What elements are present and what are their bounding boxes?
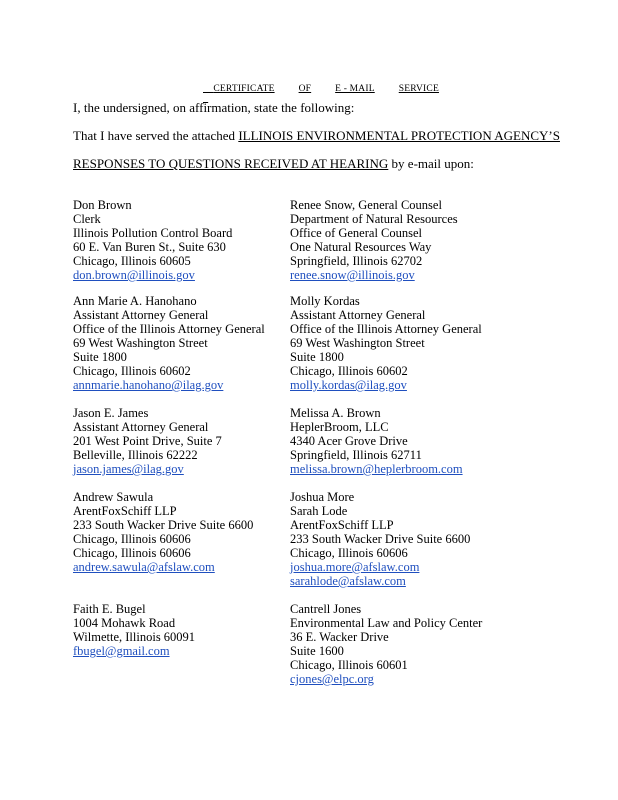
service-entry (290, 490, 470, 588)
service-entry (73, 602, 195, 658)
address-line: Office of the Illinois Attorney General (290, 322, 482, 336)
address-line: Chicago, Illinois 60606 (73, 546, 191, 560)
served-line-2 (73, 156, 474, 172)
address-line: 60 E. Van Buren St., Suite 630 (73, 240, 226, 254)
address-line: Chicago, Illinois 60606 (290, 546, 408, 560)
address-line: Office of the Illinois Attorney General (73, 322, 265, 336)
address-line: 1004 Mohawk Road (73, 616, 176, 630)
service-entry (290, 602, 482, 686)
address-line: 69 West Washington Street (73, 336, 208, 350)
address-line: Chicago, Illinois 60602 (290, 364, 408, 378)
address-line: Chicago, Illinois 60605 (73, 254, 191, 268)
recipient-name: Andrew Sawula (73, 490, 154, 504)
address-line: Wilmette, Illinois 60091 (73, 630, 196, 644)
recipient-name: Don Brown (73, 198, 132, 212)
address-line: One Natural Resources Way (290, 240, 432, 254)
address-line: Clerk (73, 212, 101, 226)
service-entry (290, 198, 458, 282)
address-line: 36 E. Wacker Drive (290, 630, 389, 644)
email-link[interactable]: renee.snow@illinois.gov (290, 268, 415, 282)
recipient-name: Ann Marie A. Hanohano (73, 294, 197, 308)
recipient-name: Melissa A. Brown (290, 406, 381, 420)
address-line: Chicago, Illinois 60606 (73, 532, 191, 546)
address-line: ArentFoxSchiff LLP (290, 518, 394, 532)
address-line: HeplerBroom, LLC (290, 420, 389, 434)
address-line: Belleville, Illinois 62222 (73, 448, 198, 462)
title-word: E - MAIL (335, 84, 375, 94)
email-link[interactable]: annmarie.hanohano@ilag.gov (73, 378, 224, 392)
address-line: 4340 Acer Grove Drive (290, 434, 408, 448)
address-line: Assistant Attorney General (73, 308, 209, 322)
recipient-name: Faith E. Bugel (73, 602, 146, 616)
service-entry (73, 490, 253, 574)
address-line: Springfield, Illinois 62702 (290, 254, 423, 268)
address-line: Illinois Pollution Control Board (73, 226, 233, 240)
document-title-line1: ILLINOIS ENVIRONMENTAL PROTECTION AGENCY’S (238, 128, 560, 143)
title-word: OF (298, 84, 312, 94)
address-line: Chicago, Illinois 60601 (290, 658, 408, 672)
email-link[interactable]: cjones@elpc.org (290, 672, 374, 686)
email-link[interactable]: joshua.more@afslaw.com (290, 560, 420, 574)
service-entry (73, 198, 232, 282)
address-line: ArentFoxSchiff LLP (73, 504, 177, 518)
address-line: Suite 1800 (73, 350, 127, 364)
service-entry (290, 294, 482, 392)
recipient-name: Renee Snow, General Counsel (290, 198, 442, 212)
email-link[interactable]: fbugel@gmail.com (73, 644, 170, 658)
document-title-line2: RESPONSES TO QUESTIONS RECEIVED AT HEARING (73, 156, 389, 171)
address-line: Suite 1600 (290, 644, 344, 658)
intro-statement: I, the undersigned, on affirmation, state the following: (73, 100, 355, 115)
title-word: CERTIFICATE (213, 84, 275, 94)
address-line: 233 South Wacker Drive Suite 6600 (73, 518, 254, 532)
email-link[interactable]: jason.james@ilag.gov (73, 462, 184, 476)
served-line (73, 128, 560, 144)
address-line: Sarah Lode (290, 504, 348, 518)
service-entry (290, 406, 463, 476)
address-line: Assistant Attorney General (73, 420, 209, 434)
title-word: SERVICE (398, 84, 439, 94)
service-entry (73, 294, 265, 392)
address-line: Assistant Attorney General (290, 308, 426, 322)
email-link[interactable]: sarahlode@afslaw.com (290, 574, 406, 588)
service-entry (73, 406, 222, 476)
address-line: 69 West Washington Street (290, 336, 425, 350)
email-link[interactable]: melissa.brown@heplerbroom.com (290, 462, 463, 476)
address-line: Environmental Law and Policy Center (290, 616, 483, 630)
address-line: 233 South Wacker Drive Suite 6600 (290, 532, 471, 546)
address-line: Office of General Counsel (290, 226, 423, 240)
email-link[interactable]: molly.kordas@ilag.gov (290, 378, 407, 392)
address-line: Chicago, Illinois 60602 (73, 364, 191, 378)
email-link[interactable]: andrew.sawula@afslaw.com (73, 560, 215, 574)
address-line: Department of Natural Resources (290, 212, 458, 226)
address-line: Springfield, Illinois 62711 (290, 448, 422, 462)
address-line: Suite 1800 (290, 350, 344, 364)
recipient-name: Cantrell Jones (290, 602, 362, 616)
email-link[interactable]: don.brown@illinois.gov (73, 268, 195, 282)
recipient-name: Molly Kordas (290, 294, 360, 308)
served-suffix: by e-mail upon: (391, 156, 474, 171)
recipient-name: Joshua More (290, 490, 355, 504)
recipient-name: Jason E. James (73, 406, 149, 420)
served-prefix: That I have served the attached (73, 128, 236, 143)
address-line: 201 West Point Drive, Suite 7 (73, 434, 222, 448)
